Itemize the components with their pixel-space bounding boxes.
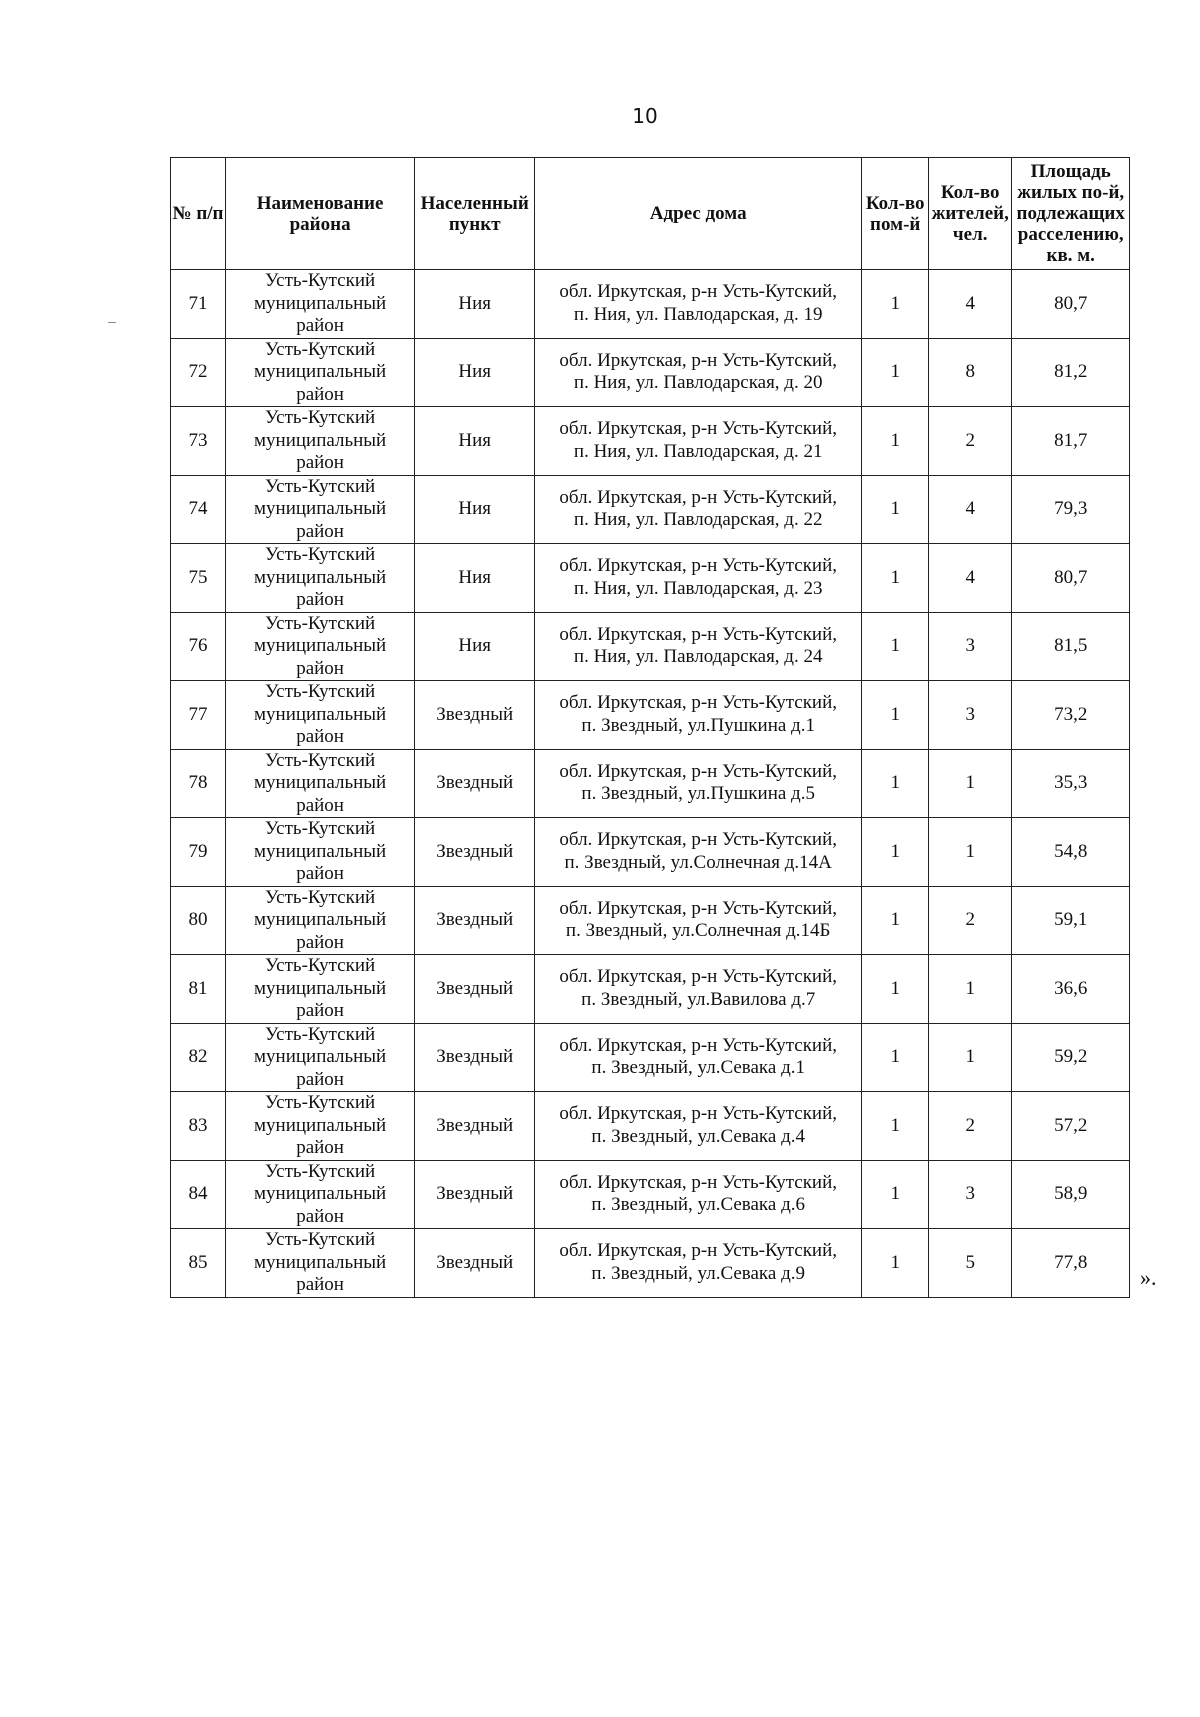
header-settlement: Населенный пункт bbox=[415, 158, 535, 270]
cell-district: Усть-Кутский муниципальный район bbox=[226, 407, 415, 476]
cell-num: 85 bbox=[171, 1229, 226, 1298]
cell-rooms: 1 bbox=[862, 681, 929, 750]
cell-residents: 1 bbox=[929, 955, 1012, 1024]
table-row bbox=[171, 1023, 1130, 1092]
cell-num: 79 bbox=[171, 818, 226, 887]
cell-district: Усть-Кутский муниципальный район bbox=[226, 544, 415, 613]
cell-district: Усть-Кутский муниципальный район bbox=[226, 338, 415, 407]
cell-district: Усть-Кутский муниципальный район bbox=[226, 886, 415, 955]
cell-settlement: Звездный bbox=[415, 955, 535, 1024]
cell-district: Усть-Кутский муниципальный район bbox=[226, 749, 415, 818]
cell-num: 82 bbox=[171, 1023, 226, 1092]
address-line-1: обл. Иркутская, р-н Усть-Кутский, bbox=[559, 966, 838, 988]
cell-district: Усть-Кутский муниципальный район bbox=[226, 1229, 415, 1298]
cell-address bbox=[535, 1023, 862, 1092]
cell-area: 73,2 bbox=[1012, 681, 1130, 750]
cell-num: 83 bbox=[171, 1092, 226, 1161]
cell-area: 35,3 bbox=[1012, 749, 1130, 818]
cell-settlement: Звездный bbox=[415, 749, 535, 818]
header-residents: Кол-во жителей, чел. bbox=[929, 158, 1012, 270]
cell-address bbox=[535, 544, 862, 613]
header-num: № п/п bbox=[171, 158, 226, 270]
table-row bbox=[171, 681, 1130, 750]
cell-district: Усть-Кутский муниципальный район bbox=[226, 1023, 415, 1092]
cell-rooms: 1 bbox=[862, 475, 929, 544]
table-row bbox=[171, 1160, 1130, 1229]
cell-num: 72 bbox=[171, 338, 226, 407]
table-row bbox=[171, 1092, 1130, 1161]
address-line-1: обл. Иркутская, р-н Усть-Кутский, bbox=[559, 692, 838, 714]
table-row bbox=[171, 818, 1130, 887]
cell-district: Усть-Кутский муниципальный район bbox=[226, 270, 415, 339]
cell-settlement: Ния bbox=[415, 475, 535, 544]
table-row bbox=[171, 544, 1130, 613]
cell-num: 78 bbox=[171, 749, 226, 818]
address-line-2: п. Звездный, ул.Пушкина д.5 bbox=[581, 783, 815, 805]
address-line-1: обл. Иркутская, р-н Усть-Кутский, bbox=[559, 1034, 838, 1056]
cell-residents: 3 bbox=[929, 1160, 1012, 1229]
table-row bbox=[171, 955, 1130, 1024]
cell-rooms: 1 bbox=[862, 1092, 929, 1161]
cell-settlement: Ния bbox=[415, 270, 535, 339]
address-line-1: обл. Иркутская, р-н Усть-Кутский, bbox=[559, 829, 838, 851]
table-row bbox=[171, 612, 1130, 681]
cell-address bbox=[535, 1229, 862, 1298]
address-line-1: обл. Иркутская, р-н Усть-Кутский, bbox=[559, 281, 838, 303]
cell-num: 84 bbox=[171, 1160, 226, 1229]
address-line-1: обл. Иркутская, р-н Усть-Кутский, bbox=[559, 623, 838, 645]
cell-area: 36,6 bbox=[1012, 955, 1130, 1024]
cell-area: 57,2 bbox=[1012, 1092, 1130, 1161]
cell-num: 71 bbox=[171, 270, 226, 339]
closing-quote: ». bbox=[1140, 1265, 1157, 1290]
header-area: Площадь жилых по-й, подлежащих расселению, кв. м. bbox=[1012, 158, 1130, 270]
cell-rooms: 1 bbox=[862, 407, 929, 476]
table-row bbox=[171, 886, 1130, 955]
cell-settlement: Ния bbox=[415, 612, 535, 681]
address-line-2: п. Звездный, ул.Севака д.6 bbox=[591, 1194, 805, 1216]
cell-residents: 3 bbox=[929, 612, 1012, 681]
address-line-1: обл. Иркутская, р-н Усть-Кутский, bbox=[559, 418, 838, 440]
table-header-row bbox=[171, 158, 1130, 270]
address-line-1: обл. Иркутская, р-н Усть-Кутский, bbox=[559, 1240, 838, 1262]
header-rooms: Кол-во пом-й bbox=[862, 158, 929, 270]
cell-address bbox=[535, 407, 862, 476]
cell-residents: 2 bbox=[929, 407, 1012, 476]
address-line-1: обл. Иркутская, р-н Усть-Кутский, bbox=[559, 760, 838, 782]
header-address: Адрес дома bbox=[535, 158, 862, 270]
cell-settlement: Звездный bbox=[415, 1023, 535, 1092]
cell-district: Усть-Кутский муниципальный район bbox=[226, 475, 415, 544]
address-line-2: п. Звездный, ул.Вавилова д.7 bbox=[581, 988, 816, 1010]
cell-rooms: 1 bbox=[862, 749, 929, 818]
cell-area: 54,8 bbox=[1012, 818, 1130, 887]
cell-rooms: 1 bbox=[862, 1023, 929, 1092]
cell-settlement: Звездный bbox=[415, 1229, 535, 1298]
cell-address bbox=[535, 749, 862, 818]
cell-district: Усть-Кутский муниципальный район bbox=[226, 1160, 415, 1229]
cell-area: 80,7 bbox=[1012, 270, 1130, 339]
address-line-1: обл. Иркутская, р-н Усть-Кутский, bbox=[559, 486, 838, 508]
cell-address bbox=[535, 612, 862, 681]
cell-area: 80,7 bbox=[1012, 544, 1130, 613]
cell-num: 75 bbox=[171, 544, 226, 613]
address-line-2: п. Звездный, ул.Севака д.1 bbox=[591, 1057, 805, 1079]
cell-residents: 1 bbox=[929, 818, 1012, 887]
cell-address bbox=[535, 338, 862, 407]
table-row bbox=[171, 407, 1130, 476]
table-row bbox=[171, 1229, 1130, 1298]
cell-area: 77,8 bbox=[1012, 1229, 1130, 1298]
cell-district: Усть-Кутский муниципальный район bbox=[226, 818, 415, 887]
page-number: 10 bbox=[632, 104, 658, 128]
cell-num: 81 bbox=[171, 955, 226, 1024]
housing-table bbox=[170, 157, 1130, 1298]
address-line-2: п. Ния, ул. Павлодарская, д. 23 bbox=[573, 577, 823, 599]
cell-settlement: Ния bbox=[415, 407, 535, 476]
cell-rooms: 1 bbox=[862, 886, 929, 955]
cell-area: 58,9 bbox=[1012, 1160, 1130, 1229]
address-line-1: обл. Иркутская, р-н Усть-Кутский, bbox=[559, 1171, 838, 1193]
address-line-2: п. Звездный, ул.Солнечная д.14А bbox=[564, 851, 832, 873]
cell-rooms: 1 bbox=[862, 1229, 929, 1298]
address-line-1: обл. Иркутская, р-н Усть-Кутский, bbox=[559, 555, 838, 577]
cell-address bbox=[535, 955, 862, 1024]
cell-settlement: Звездный bbox=[415, 1160, 535, 1229]
address-line-2: п. Ния, ул. Павлодарская, д. 24 bbox=[573, 646, 823, 668]
cell-district: Усть-Кутский муниципальный район bbox=[226, 955, 415, 1024]
address-line-2: п. Ния, ул. Павлодарская, д. 21 bbox=[573, 440, 823, 462]
cell-area: 81,7 bbox=[1012, 407, 1130, 476]
cell-num: 74 bbox=[171, 475, 226, 544]
cell-address bbox=[535, 818, 862, 887]
cell-settlement: Ния bbox=[415, 544, 535, 613]
table-row bbox=[171, 270, 1130, 339]
cell-area: 59,2 bbox=[1012, 1023, 1130, 1092]
address-line-2: п. Звездный, ул.Севака д.9 bbox=[591, 1262, 805, 1284]
cell-residents: 4 bbox=[929, 544, 1012, 613]
cell-num: 76 bbox=[171, 612, 226, 681]
address-line-2: п. Ния, ул. Павлодарская, д. 22 bbox=[573, 509, 823, 531]
cell-district: Усть-Кутский муниципальный район bbox=[226, 612, 415, 681]
cell-residents: 2 bbox=[929, 1092, 1012, 1161]
cell-address bbox=[535, 1092, 862, 1161]
cell-area: 81,5 bbox=[1012, 612, 1130, 681]
table-row bbox=[171, 749, 1130, 818]
cell-residents: 3 bbox=[929, 681, 1012, 750]
address-line-2: п. Звездный, ул.Пушкина д.1 bbox=[581, 714, 815, 736]
cell-district: Усть-Кутский муниципальный район bbox=[226, 1092, 415, 1161]
address-line-2: п. Звездный, ул.Солнечная д.14Б bbox=[565, 920, 831, 942]
address-line-1: обл. Иркутская, р-н Усть-Кутский, bbox=[559, 349, 838, 371]
cell-address bbox=[535, 886, 862, 955]
cell-rooms: 1 bbox=[862, 270, 929, 339]
cell-rooms: 1 bbox=[862, 818, 929, 887]
header-district: Наименование района bbox=[226, 158, 415, 270]
cell-area: 81,2 bbox=[1012, 338, 1130, 407]
cell-residents: 4 bbox=[929, 270, 1012, 339]
cell-settlement: Звездный bbox=[415, 818, 535, 887]
cell-rooms: 1 bbox=[862, 1160, 929, 1229]
cell-rooms: 1 bbox=[862, 955, 929, 1024]
cell-district: Усть-Кутский муниципальный район bbox=[226, 681, 415, 750]
cell-settlement: Звездный bbox=[415, 1092, 535, 1161]
cell-num: 80 bbox=[171, 886, 226, 955]
table-body bbox=[171, 270, 1130, 1298]
cell-residents: 5 bbox=[929, 1229, 1012, 1298]
cell-residents: 8 bbox=[929, 338, 1012, 407]
cell-address bbox=[535, 1160, 862, 1229]
cell-address bbox=[535, 270, 862, 339]
cell-address bbox=[535, 475, 862, 544]
cell-address bbox=[535, 681, 862, 750]
cell-area: 79,3 bbox=[1012, 475, 1130, 544]
address-line-2: п. Ния, ул. Павлодарская, д. 20 bbox=[573, 372, 823, 394]
cell-num: 73 bbox=[171, 407, 226, 476]
address-line-2: п. Ния, ул. Павлодарская, д. 19 bbox=[573, 303, 823, 325]
cell-rooms: 1 bbox=[862, 544, 929, 613]
cell-rooms: 1 bbox=[862, 612, 929, 681]
address-line-1: обл. Иркутская, р-н Усть-Кутский, bbox=[559, 897, 838, 919]
table-row bbox=[171, 475, 1130, 544]
cell-rooms: 1 bbox=[862, 338, 929, 407]
cell-settlement: Ния bbox=[415, 338, 535, 407]
address-line-1: обл. Иркутская, р-н Усть-Кутский, bbox=[559, 1103, 838, 1125]
address-line-2: п. Звездный, ул.Севака д.4 bbox=[591, 1125, 805, 1147]
cell-settlement: Звездный bbox=[415, 681, 535, 750]
cell-residents: 1 bbox=[929, 1023, 1012, 1092]
cell-settlement: Звездный bbox=[415, 886, 535, 955]
table-row bbox=[171, 338, 1130, 407]
cell-area: 59,1 bbox=[1012, 886, 1130, 955]
cell-residents: 1 bbox=[929, 749, 1012, 818]
cell-residents: 2 bbox=[929, 886, 1012, 955]
cell-residents: 4 bbox=[929, 475, 1012, 544]
cell-num: 77 bbox=[171, 681, 226, 750]
scan-mark bbox=[108, 322, 116, 323]
